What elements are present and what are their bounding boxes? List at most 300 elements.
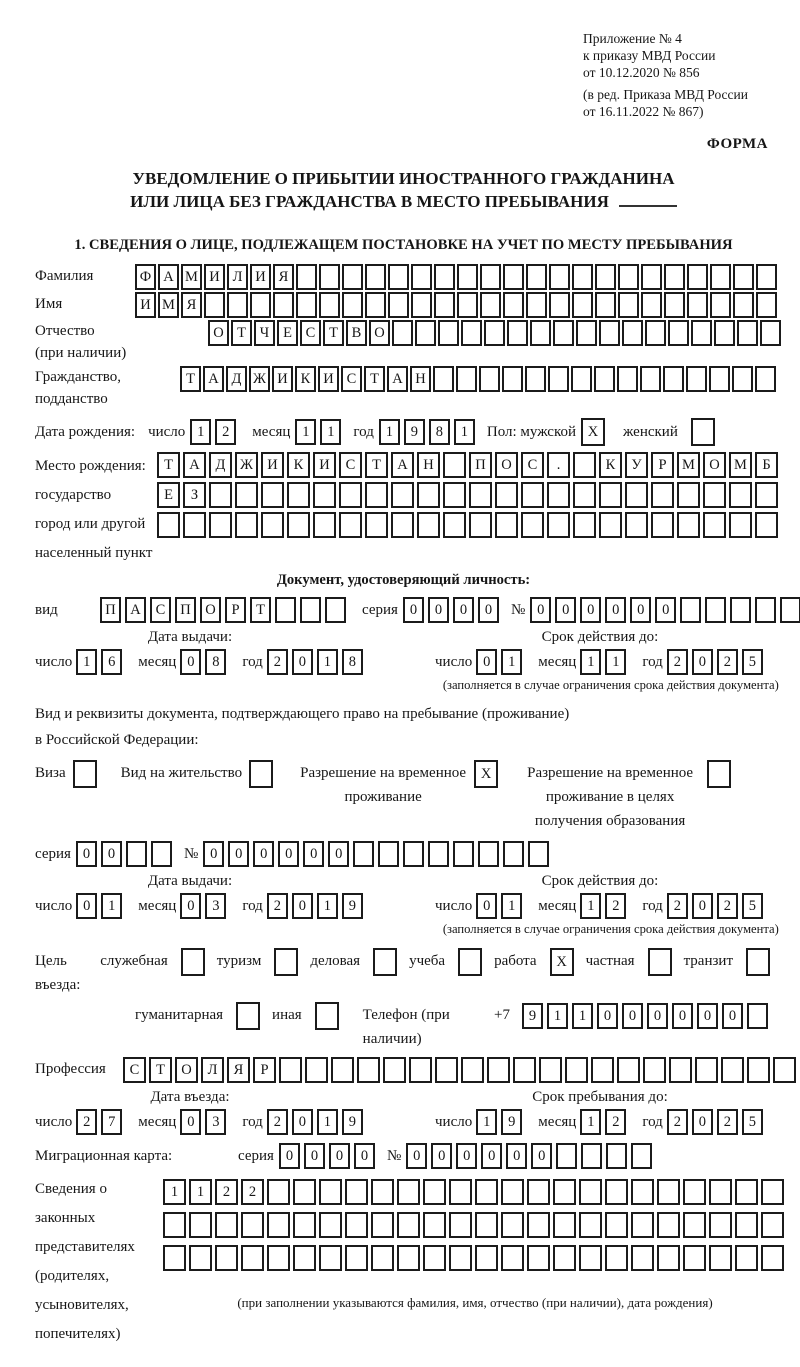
form-cell[interactable] — [761, 1179, 784, 1205]
form-cell[interactable] — [204, 292, 225, 318]
form-cell[interactable]: С — [123, 1057, 146, 1083]
form-cell[interactable] — [599, 320, 620, 346]
form-cell[interactable] — [403, 841, 424, 867]
form-cell[interactable]: К — [295, 366, 316, 392]
form-cell[interactable]: 2 — [717, 1109, 738, 1135]
form-cell[interactable] — [618, 292, 639, 318]
form-cell[interactable] — [371, 1179, 394, 1205]
form-cell[interactable] — [319, 1212, 342, 1238]
form-cell[interactable] — [530, 320, 551, 346]
form-cell[interactable]: У — [625, 452, 648, 478]
form-cell[interactable] — [527, 1212, 550, 1238]
form-cell[interactable] — [747, 1057, 770, 1083]
form-cell[interactable] — [680, 597, 701, 623]
form-cell[interactable]: Л — [227, 264, 248, 290]
form-cell[interactable] — [163, 1212, 186, 1238]
form-cell[interactable] — [423, 1245, 446, 1271]
form-cell[interactable]: Н — [417, 452, 440, 478]
form-cell[interactable]: Ч — [254, 320, 275, 346]
form-cell[interactable] — [339, 482, 362, 508]
form-cell[interactable]: 0 — [622, 1003, 643, 1029]
form-cell[interactable]: Ж — [249, 366, 270, 392]
form-cell[interactable] — [305, 1057, 328, 1083]
form-cell[interactable] — [423, 1212, 446, 1238]
form-cell[interactable]: 2 — [717, 649, 738, 675]
form-cell[interactable]: 1 — [317, 649, 338, 675]
form-cell[interactable] — [760, 320, 781, 346]
form-cell[interactable] — [325, 597, 346, 623]
form-cell[interactable] — [501, 1212, 524, 1238]
form-cell[interactable] — [423, 1179, 446, 1205]
form-cell[interactable] — [365, 512, 388, 538]
form-cell[interactable]: М — [677, 452, 700, 478]
form-cell[interactable]: 0 — [655, 597, 676, 623]
form-cell[interactable] — [274, 948, 298, 976]
form-cell[interactable] — [378, 841, 399, 867]
form-cell[interactable] — [691, 320, 712, 346]
form-cell[interactable] — [507, 320, 528, 346]
form-cell[interactable]: 1 — [76, 649, 97, 675]
form-cell[interactable]: Ф — [135, 264, 156, 290]
form-cell[interactable]: П — [100, 597, 121, 623]
form-cell[interactable] — [657, 1245, 680, 1271]
form-cell[interactable] — [705, 597, 726, 623]
form-cell[interactable]: 1 — [320, 419, 341, 445]
form-cell[interactable] — [227, 292, 248, 318]
form-cell[interactable]: 0 — [203, 841, 224, 867]
form-cell[interactable] — [643, 1057, 666, 1083]
form-cell[interactable] — [495, 482, 518, 508]
form-cell[interactable]: 1 — [580, 893, 601, 919]
form-cell[interactable]: А — [158, 264, 179, 290]
form-cell[interactable]: 1 — [317, 893, 338, 919]
form-cell[interactable]: 1 — [572, 1003, 593, 1029]
form-cell[interactable] — [319, 264, 340, 290]
form-cell[interactable] — [645, 320, 666, 346]
form-cell[interactable] — [287, 512, 310, 538]
form-cell[interactable] — [640, 366, 661, 392]
form-cell[interactable] — [296, 292, 317, 318]
form-cell[interactable]: С — [300, 320, 321, 346]
form-cell[interactable] — [599, 482, 622, 508]
form-cell[interactable]: Т — [250, 597, 271, 623]
form-cell[interactable] — [503, 841, 524, 867]
form-cell[interactable] — [443, 512, 466, 538]
form-cell[interactable]: 0 — [506, 1143, 527, 1169]
form-cell[interactable] — [573, 512, 596, 538]
form-cell[interactable] — [733, 292, 754, 318]
form-cell[interactable] — [409, 1057, 432, 1083]
form-cell[interactable] — [189, 1245, 212, 1271]
form-cell[interactable] — [391, 482, 414, 508]
form-cell[interactable]: 0 — [476, 893, 497, 919]
form-cell[interactable]: 2 — [605, 893, 626, 919]
form-cell[interactable] — [521, 482, 544, 508]
form-cell[interactable] — [250, 292, 271, 318]
form-cell[interactable] — [641, 264, 662, 290]
form-cell[interactable] — [553, 320, 574, 346]
form-cell[interactable] — [365, 292, 386, 318]
form-cell[interactable]: Н — [410, 366, 431, 392]
form-cell[interactable] — [695, 1057, 718, 1083]
form-cell[interactable]: Я — [227, 1057, 250, 1083]
form-cell[interactable] — [443, 482, 466, 508]
form-cell[interactable]: 1 — [605, 649, 626, 675]
form-cell[interactable]: 9 — [342, 1109, 363, 1135]
form-cell[interactable] — [651, 482, 674, 508]
form-cell[interactable] — [456, 366, 477, 392]
form-cell[interactable] — [151, 841, 172, 867]
form-cell[interactable] — [209, 482, 232, 508]
form-cell[interactable]: С — [521, 452, 544, 478]
form-cell[interactable]: М — [158, 292, 179, 318]
form-cell[interactable]: 1 — [501, 649, 522, 675]
form-cell[interactable] — [480, 292, 501, 318]
form-cell[interactable] — [631, 1179, 654, 1205]
form-cell[interactable] — [581, 1143, 602, 1169]
form-cell[interactable]: А — [183, 452, 206, 478]
form-cell[interactable] — [669, 1057, 692, 1083]
form-cell[interactable] — [526, 292, 547, 318]
form-cell[interactable] — [553, 1179, 576, 1205]
form-cell[interactable] — [313, 512, 336, 538]
form-cell[interactable] — [261, 512, 284, 538]
form-cell[interactable]: 6 — [101, 649, 122, 675]
form-cell[interactable] — [287, 482, 310, 508]
form-cell[interactable]: Р — [253, 1057, 276, 1083]
form-cell[interactable] — [157, 512, 180, 538]
form-cell[interactable] — [513, 1057, 536, 1083]
form-cell[interactable]: 0 — [672, 1003, 693, 1029]
form-cell[interactable]: 0 — [292, 893, 313, 919]
form-cell[interactable] — [434, 292, 455, 318]
form-cell[interactable]: 1 — [295, 419, 316, 445]
form-cell[interactable]: 0 — [647, 1003, 668, 1029]
form-cell[interactable] — [605, 1179, 628, 1205]
form-cell[interactable] — [345, 1245, 368, 1271]
form-cell[interactable] — [449, 1212, 472, 1238]
form-cell[interactable]: 0 — [692, 1109, 713, 1135]
form-cell[interactable] — [527, 1245, 550, 1271]
form-cell[interactable] — [383, 1057, 406, 1083]
form-cell[interactable] — [449, 1179, 472, 1205]
form-cell[interactable]: П — [175, 597, 196, 623]
form-cell[interactable] — [397, 1245, 420, 1271]
form-cell[interactable]: 0 — [180, 893, 201, 919]
form-cell[interactable]: С — [150, 597, 171, 623]
form-cell[interactable] — [657, 1179, 680, 1205]
form-cell[interactable] — [618, 264, 639, 290]
form-cell[interactable] — [345, 1179, 368, 1205]
form-cell[interactable] — [737, 320, 758, 346]
form-cell[interactable]: 0 — [292, 649, 313, 675]
form-cell[interactable]: И — [318, 366, 339, 392]
form-cell[interactable]: 5 — [742, 893, 763, 919]
form-cell[interactable]: 2 — [667, 893, 688, 919]
form-cell[interactable] — [729, 512, 752, 538]
form-cell[interactable]: X — [550, 948, 574, 976]
form-cell[interactable] — [261, 482, 284, 508]
form-cell[interactable]: 2 — [76, 1109, 97, 1135]
form-cell[interactable] — [773, 1057, 796, 1083]
form-cell[interactable] — [617, 366, 638, 392]
form-cell[interactable] — [373, 948, 397, 976]
form-cell[interactable]: 0 — [304, 1143, 325, 1169]
form-cell[interactable] — [236, 1002, 260, 1030]
form-cell[interactable] — [677, 512, 700, 538]
form-cell[interactable] — [241, 1212, 264, 1238]
form-cell[interactable] — [300, 597, 321, 623]
form-cell[interactable] — [687, 264, 708, 290]
form-cell[interactable] — [357, 1057, 380, 1083]
form-cell[interactable] — [521, 512, 544, 538]
form-cell[interactable]: Т — [157, 452, 180, 478]
form-cell[interactable]: 0 — [279, 1143, 300, 1169]
form-cell[interactable]: 0 — [253, 841, 274, 867]
form-cell[interactable] — [181, 948, 205, 976]
form-cell[interactable] — [313, 482, 336, 508]
form-cell[interactable] — [549, 292, 570, 318]
form-cell[interactable] — [595, 264, 616, 290]
form-cell[interactable]: А — [203, 366, 224, 392]
form-cell[interactable] — [565, 1057, 588, 1083]
form-cell[interactable]: Е — [157, 482, 180, 508]
form-cell[interactable] — [388, 264, 409, 290]
form-cell[interactable] — [599, 512, 622, 538]
form-cell[interactable] — [547, 482, 570, 508]
form-cell[interactable] — [691, 418, 715, 446]
form-cell[interactable] — [469, 482, 492, 508]
form-cell[interactable]: 2 — [667, 649, 688, 675]
form-cell[interactable] — [553, 1245, 576, 1271]
form-cell[interactable] — [480, 264, 501, 290]
form-cell[interactable]: 1 — [476, 1109, 497, 1135]
form-cell[interactable]: С — [339, 452, 362, 478]
form-cell[interactable] — [605, 1245, 628, 1271]
form-cell[interactable]: 2 — [605, 1109, 626, 1135]
form-cell[interactable] — [443, 452, 466, 478]
form-cell[interactable] — [556, 1143, 577, 1169]
form-cell[interactable] — [683, 1212, 706, 1238]
form-cell[interactable]: 9 — [404, 419, 425, 445]
form-cell[interactable] — [761, 1212, 784, 1238]
form-cell[interactable] — [576, 320, 597, 346]
form-cell[interactable] — [487, 1057, 510, 1083]
form-cell[interactable] — [641, 292, 662, 318]
form-cell[interactable] — [249, 760, 273, 788]
form-cell[interactable]: О — [200, 597, 221, 623]
form-cell[interactable]: М — [181, 264, 202, 290]
form-cell[interactable] — [342, 292, 363, 318]
form-cell[interactable]: 9 — [522, 1003, 543, 1029]
form-cell[interactable]: Ж — [235, 452, 258, 478]
form-cell[interactable]: X — [474, 760, 498, 788]
form-cell[interactable] — [710, 292, 731, 318]
form-cell[interactable] — [573, 482, 596, 508]
form-cell[interactable] — [617, 1057, 640, 1083]
form-cell[interactable] — [319, 1245, 342, 1271]
form-cell[interactable] — [457, 264, 478, 290]
form-cell[interactable] — [293, 1179, 316, 1205]
form-cell[interactable]: 2 — [267, 1109, 288, 1135]
form-cell[interactable]: 2 — [267, 649, 288, 675]
form-cell[interactable]: 3 — [205, 1109, 226, 1135]
form-cell[interactable]: Е — [277, 320, 298, 346]
form-cell[interactable]: 9 — [342, 893, 363, 919]
form-cell[interactable] — [279, 1057, 302, 1083]
form-cell[interactable]: И — [261, 452, 284, 478]
form-cell[interactable]: А — [125, 597, 146, 623]
form-cell[interactable]: 1 — [379, 419, 400, 445]
form-cell[interactable]: 0 — [76, 841, 97, 867]
form-cell[interactable]: 8 — [205, 649, 226, 675]
form-cell[interactable]: И — [272, 366, 293, 392]
form-cell[interactable] — [415, 320, 436, 346]
form-cell[interactable] — [729, 482, 752, 508]
form-cell[interactable]: 0 — [428, 597, 449, 623]
form-cell[interactable]: К — [599, 452, 622, 478]
form-cell[interactable] — [732, 366, 753, 392]
form-cell[interactable] — [183, 512, 206, 538]
form-cell[interactable]: Т — [149, 1057, 172, 1083]
form-cell[interactable]: 0 — [531, 1143, 552, 1169]
form-cell[interactable] — [484, 320, 505, 346]
form-cell[interactable] — [371, 1245, 394, 1271]
form-cell[interactable]: С — [341, 366, 362, 392]
form-cell[interactable] — [780, 597, 800, 623]
form-cell[interactable] — [721, 1057, 744, 1083]
form-cell[interactable] — [126, 841, 147, 867]
form-cell[interactable]: К — [287, 452, 310, 478]
form-cell[interactable] — [209, 512, 232, 538]
form-cell[interactable]: О — [495, 452, 518, 478]
form-cell[interactable] — [755, 597, 776, 623]
form-cell[interactable]: А — [391, 452, 414, 478]
form-cell[interactable]: 8 — [429, 419, 450, 445]
form-cell[interactable] — [707, 760, 731, 788]
form-cell[interactable] — [631, 1245, 654, 1271]
form-cell[interactable] — [503, 264, 524, 290]
form-cell[interactable] — [755, 512, 778, 538]
form-cell[interactable] — [735, 1212, 758, 1238]
form-cell[interactable] — [342, 264, 363, 290]
form-cell[interactable]: 0 — [328, 841, 349, 867]
form-cell[interactable]: З — [183, 482, 206, 508]
form-cell[interactable]: Б — [755, 452, 778, 478]
form-cell[interactable] — [677, 482, 700, 508]
form-cell[interactable] — [747, 1003, 768, 1029]
form-cell[interactable]: 0 — [180, 1109, 201, 1135]
form-cell[interactable]: Д — [209, 452, 232, 478]
form-cell[interactable]: 7 — [101, 1109, 122, 1135]
form-cell[interactable]: Т — [231, 320, 252, 346]
form-cell[interactable] — [315, 1002, 339, 1030]
form-cell[interactable] — [293, 1212, 316, 1238]
form-cell[interactable]: 0 — [478, 597, 499, 623]
form-cell[interactable] — [458, 948, 482, 976]
form-cell[interactable] — [730, 597, 751, 623]
form-cell[interactable]: 0 — [481, 1143, 502, 1169]
form-cell[interactable]: 0 — [406, 1143, 427, 1169]
form-cell[interactable] — [595, 292, 616, 318]
form-cell[interactable] — [331, 1057, 354, 1083]
form-cell[interactable] — [605, 1212, 628, 1238]
form-cell[interactable]: 1 — [580, 649, 601, 675]
form-cell[interactable]: Д — [226, 366, 247, 392]
form-cell[interactable]: И — [204, 264, 225, 290]
form-cell[interactable]: 0 — [722, 1003, 743, 1029]
form-cell[interactable]: Т — [323, 320, 344, 346]
form-cell[interactable]: 5 — [742, 1109, 763, 1135]
form-cell[interactable]: 9 — [501, 1109, 522, 1135]
form-cell[interactable]: 0 — [101, 841, 122, 867]
form-cell[interactable]: Я — [273, 264, 294, 290]
form-cell[interactable] — [686, 366, 707, 392]
form-cell[interactable] — [461, 1057, 484, 1083]
form-cell[interactable] — [547, 512, 570, 538]
form-cell[interactable] — [572, 292, 593, 318]
form-cell[interactable] — [735, 1245, 758, 1271]
form-cell[interactable]: 2 — [241, 1179, 264, 1205]
form-cell[interactable] — [397, 1179, 420, 1205]
form-cell[interactable]: О — [208, 320, 229, 346]
form-cell[interactable] — [319, 1179, 342, 1205]
form-cell[interactable]: 3 — [205, 893, 226, 919]
form-cell[interactable] — [631, 1143, 652, 1169]
form-cell[interactable]: П — [469, 452, 492, 478]
form-cell[interactable] — [433, 366, 454, 392]
form-cell[interactable] — [648, 948, 672, 976]
form-cell[interactable]: 0 — [692, 893, 713, 919]
form-cell[interactable] — [703, 512, 726, 538]
form-cell[interactable] — [761, 1245, 784, 1271]
form-cell[interactable] — [709, 1212, 732, 1238]
form-cell[interactable] — [495, 512, 518, 538]
form-cell[interactable] — [215, 1245, 238, 1271]
form-cell[interactable]: 2 — [667, 1109, 688, 1135]
form-cell[interactable] — [475, 1245, 498, 1271]
form-cell[interactable]: Л — [201, 1057, 224, 1083]
form-cell[interactable] — [579, 1179, 602, 1205]
form-cell[interactable]: 0 — [228, 841, 249, 867]
form-cell[interactable] — [709, 1179, 732, 1205]
form-cell[interactable] — [501, 1245, 524, 1271]
form-cell[interactable]: 1 — [547, 1003, 568, 1029]
form-cell[interactable] — [267, 1212, 290, 1238]
form-cell[interactable] — [709, 366, 730, 392]
form-cell[interactable] — [345, 1212, 368, 1238]
form-cell[interactable] — [296, 264, 317, 290]
form-cell[interactable] — [573, 452, 596, 478]
form-cell[interactable] — [397, 1212, 420, 1238]
form-cell[interactable] — [449, 1245, 472, 1271]
form-cell[interactable] — [526, 264, 547, 290]
form-cell[interactable]: 2 — [215, 419, 236, 445]
form-cell[interactable]: 5 — [742, 649, 763, 675]
form-cell[interactable] — [625, 482, 648, 508]
form-cell[interactable] — [235, 512, 258, 538]
form-cell[interactable] — [339, 512, 362, 538]
form-cell[interactable] — [703, 482, 726, 508]
form-cell[interactable] — [664, 292, 685, 318]
form-cell[interactable] — [411, 264, 432, 290]
form-cell[interactable] — [428, 841, 449, 867]
form-cell[interactable] — [365, 264, 386, 290]
form-cell[interactable] — [709, 1245, 732, 1271]
form-cell[interactable] — [163, 1245, 186, 1271]
form-cell[interactable] — [319, 292, 340, 318]
form-cell[interactable]: М — [729, 452, 752, 478]
